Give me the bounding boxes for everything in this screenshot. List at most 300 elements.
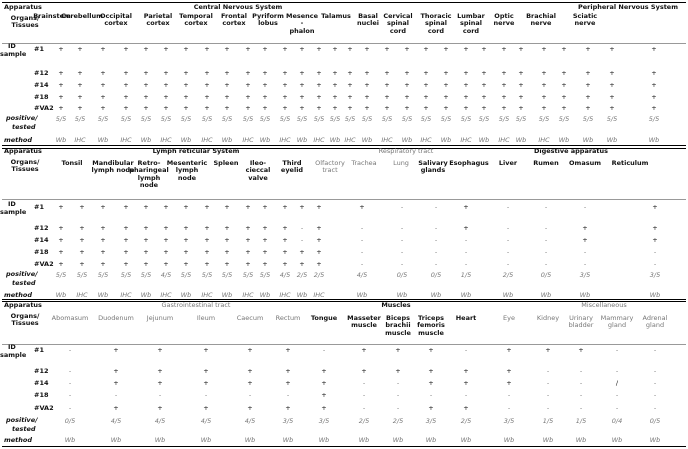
method-value: Wb [296,291,308,299]
method-value: IHC [538,136,550,144]
result-cell: + [609,69,615,77]
group-header: Central Nervous System [193,3,283,11]
positive-tested-value: 4/5 [160,271,172,279]
result-cell: + [245,203,251,211]
method-value: Wb [579,291,591,299]
positive-tested-value: 5/5 [329,115,341,123]
method-value: Wb [540,291,552,299]
positive-tested-value: 5/5 [648,115,660,123]
result-cell: - [653,379,657,387]
column-header: Mammary gland [600,314,634,330]
result-cell: + [404,104,410,112]
result-cell: + [204,69,210,77]
result-cell: + [347,81,353,89]
result-cell: - [400,236,404,244]
column-header: Ileo- cieccal valve [245,159,271,182]
result-cell: + [204,203,210,211]
column-header: Talamus [321,12,351,20]
result-cell: + [316,93,322,101]
result-cell: + [183,81,189,89]
result-cell: + [123,260,129,268]
result-cell: + [224,224,230,232]
column-header: Basal nuclei [357,12,379,28]
result-cell: + [143,203,149,211]
result-cell: + [282,248,288,256]
group-header: Lymph reticular System [152,147,240,155]
column-header: Salivary glands [418,159,448,175]
result-cell: + [100,236,106,244]
method-value: IHC [201,136,213,144]
result-cell: - [653,391,657,399]
method-value: Wb [140,291,152,299]
result-cell: + [506,346,512,354]
positive-tested-value: 3/5 [649,271,661,279]
result-cell: + [332,81,338,89]
result-cell: - [434,224,438,232]
positive-tested-value: 0/5 [396,271,408,279]
result-cell: - [360,260,364,268]
positive-tested-value: 5/5 [420,115,432,123]
result-cell: + [113,346,119,354]
result-cell: + [100,93,106,101]
result-cell: + [404,81,410,89]
result-cell: + [247,346,253,354]
result-cell: + [518,69,524,77]
method-value: Wb [648,136,660,144]
result-cell: + [224,203,230,211]
sample-id: #VA2 [34,404,54,412]
result-cell: - [360,224,364,232]
result-cell: - [615,367,619,375]
positive-tested-value: 2/5 [502,271,514,279]
column-header: Tonsil [61,159,83,167]
sample-id: #12 [34,367,49,375]
result-cell: - [248,391,252,399]
column-header: Mandibular lymph node [91,159,135,175]
apparatus-label: Apparatus [4,301,42,309]
method-value: IHC [279,291,291,299]
positive-tested-value: 5/5 [140,115,152,123]
result-cell: + [541,45,547,53]
method-value: Wb [460,436,472,444]
result-cell: + [347,104,353,112]
result-cell: + [395,346,401,354]
result-cell: - [615,391,619,399]
result-cell: - [506,224,510,232]
column-header: Omasum [569,159,601,167]
result-cell: + [582,236,588,244]
result-cell: + [463,81,469,89]
result-cell: + [506,367,512,375]
result-cell: + [58,260,64,268]
result-cell: + [463,69,469,77]
result-cell: + [203,367,209,375]
result-cell: + [247,367,253,375]
result-cell: + [299,248,305,256]
method-value: IHC [344,136,356,144]
result-cell: + [361,346,367,354]
positive-tested-value: 3/5 [318,417,330,425]
result-cell: - [400,224,404,232]
positive-tested-value: 0/5 [540,271,552,279]
result-cell: + [282,203,288,211]
result-cell: + [204,104,210,112]
result-cell: + [518,104,524,112]
column-header: Temporal cortex [179,12,213,28]
positive-tested-value: 5/5 [180,115,192,123]
result-cell: - [322,346,326,354]
result-cell: + [203,346,209,354]
result-cell: + [79,248,85,256]
positive-tested-value: 2/5 [460,417,472,425]
result-cell: - [300,224,304,232]
sample-id: #18 [34,93,49,101]
result-cell: + [285,404,291,412]
column-header: Spleen [213,159,239,167]
method-value: Wb [358,436,370,444]
result-cell: + [541,104,547,112]
result-cell: + [245,69,251,77]
result-cell: - [204,391,208,399]
method-value: Wb [296,136,308,144]
result-cell: + [463,93,469,101]
result-cell: - [464,391,468,399]
result-cell: + [285,346,291,354]
result-cell: + [58,224,64,232]
positive-tested-value: 5/5 [296,115,308,123]
positive-tested-value: 5/5 [120,115,132,123]
result-cell: + [501,93,507,101]
result-cell: + [224,81,230,89]
method-value: Wb [460,291,472,299]
id-label: ID [8,343,16,351]
result-cell: + [561,81,567,89]
result-cell: + [245,224,251,232]
result-cell: + [541,93,547,101]
result-cell: + [428,379,434,387]
method-value: Wb [244,436,256,444]
result-cell: - [396,379,400,387]
result-cell: + [282,81,288,89]
result-cell: + [58,104,64,112]
column-header: Thoracic spinal cord [420,12,452,35]
result-cell: + [143,260,149,268]
result-cell: + [203,379,209,387]
result-cell: + [561,104,567,112]
result-cell: + [463,367,469,375]
method-value: IHC [74,136,86,144]
column-header: Lung [393,159,409,167]
method-value: Wb [180,291,192,299]
result-cell: - [429,391,433,399]
result-cell: + [79,236,85,244]
method-value: IHC [242,291,254,299]
positive-tested-value: 5/5 [97,271,109,279]
result-cell: + [501,69,507,77]
result-cell: + [113,367,119,375]
result-cell: + [384,93,390,101]
result-cell: + [183,260,189,268]
column-header: Third eyelid [280,159,304,175]
result-cell: + [651,45,657,53]
method-value: Wb [502,291,514,299]
positive-tested-value: 2/5 [392,417,404,425]
column-header: Tongue [310,314,338,322]
column-header: Liver [498,159,518,167]
result-cell: - [546,379,550,387]
result-cell: + [282,93,288,101]
positive-tested-value: 4/5 [200,417,212,425]
column-header: Adrenal gland [642,314,668,330]
result-cell: + [541,69,547,77]
result-cell: + [299,203,305,211]
result-cell: + [347,69,353,77]
result-cell: + [123,69,129,77]
positive-tested-value: 5/5 [361,115,373,123]
result-cell: - [579,391,583,399]
sample-id: #14 [34,236,49,244]
result-cell: - [400,260,404,268]
result-cell: + [321,391,327,399]
result-cell: + [224,45,230,53]
column-header: Jejunum [146,314,174,322]
method-value: IHC [420,136,432,144]
method-value: IHC [160,136,172,144]
result-cell: + [561,93,567,101]
result-cell: + [113,379,119,387]
result-cell: + [651,104,657,112]
result-cell: - [507,391,511,399]
result-cell: + [361,367,367,375]
method-value: Wb [430,291,442,299]
method-value: Wb [503,436,515,444]
result-cell: + [443,69,449,77]
method-label: method [4,136,33,144]
result-cell: + [582,224,588,232]
column-header: Rumen [533,159,559,167]
result-cell: + [443,81,449,89]
result-cell: + [143,224,149,232]
result-cell: + [157,367,163,375]
result-cell: - [68,346,72,354]
positive-tested-value: 5/5 [74,115,86,123]
result-cell: + [364,69,370,77]
result-cell: - [68,367,72,375]
positive-tested-value: 5/5 [180,271,192,279]
result-cell: + [384,69,390,77]
result-cell: + [100,203,106,211]
positive-tested-value: 2/5 [358,417,370,425]
tested-label: tested [12,123,36,131]
result-cell: + [123,45,129,53]
result-cell: - [507,404,511,412]
result-cell: + [77,45,83,53]
result-cell: + [224,104,230,112]
result-cell: + [204,81,210,89]
result-cell: - [114,391,118,399]
result-cell: - [68,404,72,412]
result-cell: + [123,224,129,232]
column-header: Pyriform lobus [252,12,284,28]
positive-tested-value: 3/5 [282,417,294,425]
result-cell: - [653,346,657,354]
positive-tested-value: 5/5 [498,115,510,123]
result-cell: + [58,203,64,211]
result-cell: - [464,236,468,244]
positive-tested-value: 5/5 [221,115,233,123]
organs-label: Organs/ Tissues [10,312,40,328]
result-cell: + [163,224,169,232]
positive-tested-value: 5/5 [242,115,254,123]
method-value: IHC [242,136,254,144]
method-value: Wb [97,136,109,144]
result-cell: + [316,248,322,256]
result-cell: + [332,45,338,53]
method-value: Wb [55,291,67,299]
result-cell: + [501,104,507,112]
result-cell: + [518,81,524,89]
result-cell: + [443,45,449,53]
method-value: IHC [120,136,132,144]
result-cell: + [143,81,149,89]
sample-id: #VA2 [34,260,54,268]
result-cell: + [561,69,567,77]
result-cell: + [463,104,469,112]
result-cell: + [123,81,129,89]
section-header-rule [2,43,686,44]
result-cell: + [262,93,268,101]
sample-id: #14 [34,81,49,89]
method-value: Wb [259,291,271,299]
result-cell: + [100,69,106,77]
result-cell: + [481,81,487,89]
method-value: Wb [649,291,661,299]
result-cell: + [384,104,390,112]
column-header: Caecum [236,314,264,322]
result-cell: + [384,45,390,53]
result-cell: + [163,104,169,112]
result-cell: + [463,224,469,232]
result-cell: + [224,248,230,256]
result-cell: - [615,346,619,354]
positive-tested-value: 1/5 [460,271,472,279]
result-cell: - [579,404,583,412]
positive-tested-value: 4/5 [110,417,122,425]
method-value: IHC [498,136,510,144]
result-cell: + [428,404,434,412]
column-header: Parietal cortex [143,12,173,28]
result-cell: - [506,248,510,256]
method-value: Wb [440,136,452,144]
result-cell: + [245,45,251,53]
result-cell: + [163,45,169,53]
result-cell: - [544,260,548,268]
result-cell: + [262,203,268,211]
result-cell: + [245,81,251,89]
column-header: Reticulum [611,159,649,167]
positive-tested-value: 3/5 [503,417,515,425]
result-cell: + [299,104,305,112]
positive-tested-value: 4/5 [244,417,256,425]
positive-tested-value: 4/5 [154,417,166,425]
result-cell: + [143,45,149,53]
section-header-rule [2,199,686,200]
column-header: Ileum [196,314,216,322]
result-cell: + [204,224,210,232]
result-cell: + [609,81,615,89]
result-cell: + [282,104,288,112]
result-cell: + [364,93,370,101]
organs-label: Organs/ Tissues [10,14,40,30]
group-header: Digestive apparatus [533,147,609,155]
result-cell: + [282,69,288,77]
result-cell: - [286,391,290,399]
result-cell: + [506,379,512,387]
result-cell: + [143,248,149,256]
result-cell: + [247,379,253,387]
result-cell: + [157,404,163,412]
group-header: Peripheral Nervous System [578,3,678,11]
result-cell: + [123,236,129,244]
result-cell: + [316,45,322,53]
result-cell: + [143,236,149,244]
positive-tested-value: 5/5 [120,271,132,279]
result-cell: + [347,93,353,101]
result-cell: - [434,260,438,268]
result-cell: - [68,379,72,387]
positive-tested-value: 5/5 [55,115,67,123]
result-cell: + [481,93,487,101]
method-value: Wb [478,136,490,144]
result-cell: + [245,236,251,244]
tested-label: tested [12,279,36,287]
result-cell: + [79,224,85,232]
result-cell: + [428,346,434,354]
group-header: Muscles [381,301,411,309]
group-header: Miscellaneous [581,301,627,309]
positive-tested-value: 5/5 [55,271,67,279]
result-cell: + [443,104,449,112]
result-cell: - [583,203,587,211]
result-cell: - [400,248,404,256]
positive-tested-value: 5/5 [515,115,527,123]
result-cell: + [183,45,189,53]
result-cell: + [224,69,230,77]
method-value: Wb [318,436,330,444]
result-cell: + [157,379,163,387]
result-cell: + [609,104,615,112]
method-value: Wb [97,291,109,299]
result-cell: + [463,45,469,53]
result-cell: + [262,260,268,268]
id-label: ID [8,42,16,50]
result-cell: + [163,203,169,211]
column-header: Triceps femoris muscle [417,314,445,337]
result-cell: + [585,104,591,112]
result-cell: - [544,224,548,232]
tested-label: tested [12,425,36,433]
result-cell: - [362,404,366,412]
result-cell: + [77,93,83,101]
column-header: Optic nerve [493,12,515,28]
positive-label: positive/ [6,270,38,278]
result-cell: + [157,346,163,354]
result-cell: + [481,45,487,53]
result-cell: - [544,236,548,244]
result-cell: + [58,45,64,53]
result-cell: + [183,248,189,256]
result-cell: + [262,248,268,256]
